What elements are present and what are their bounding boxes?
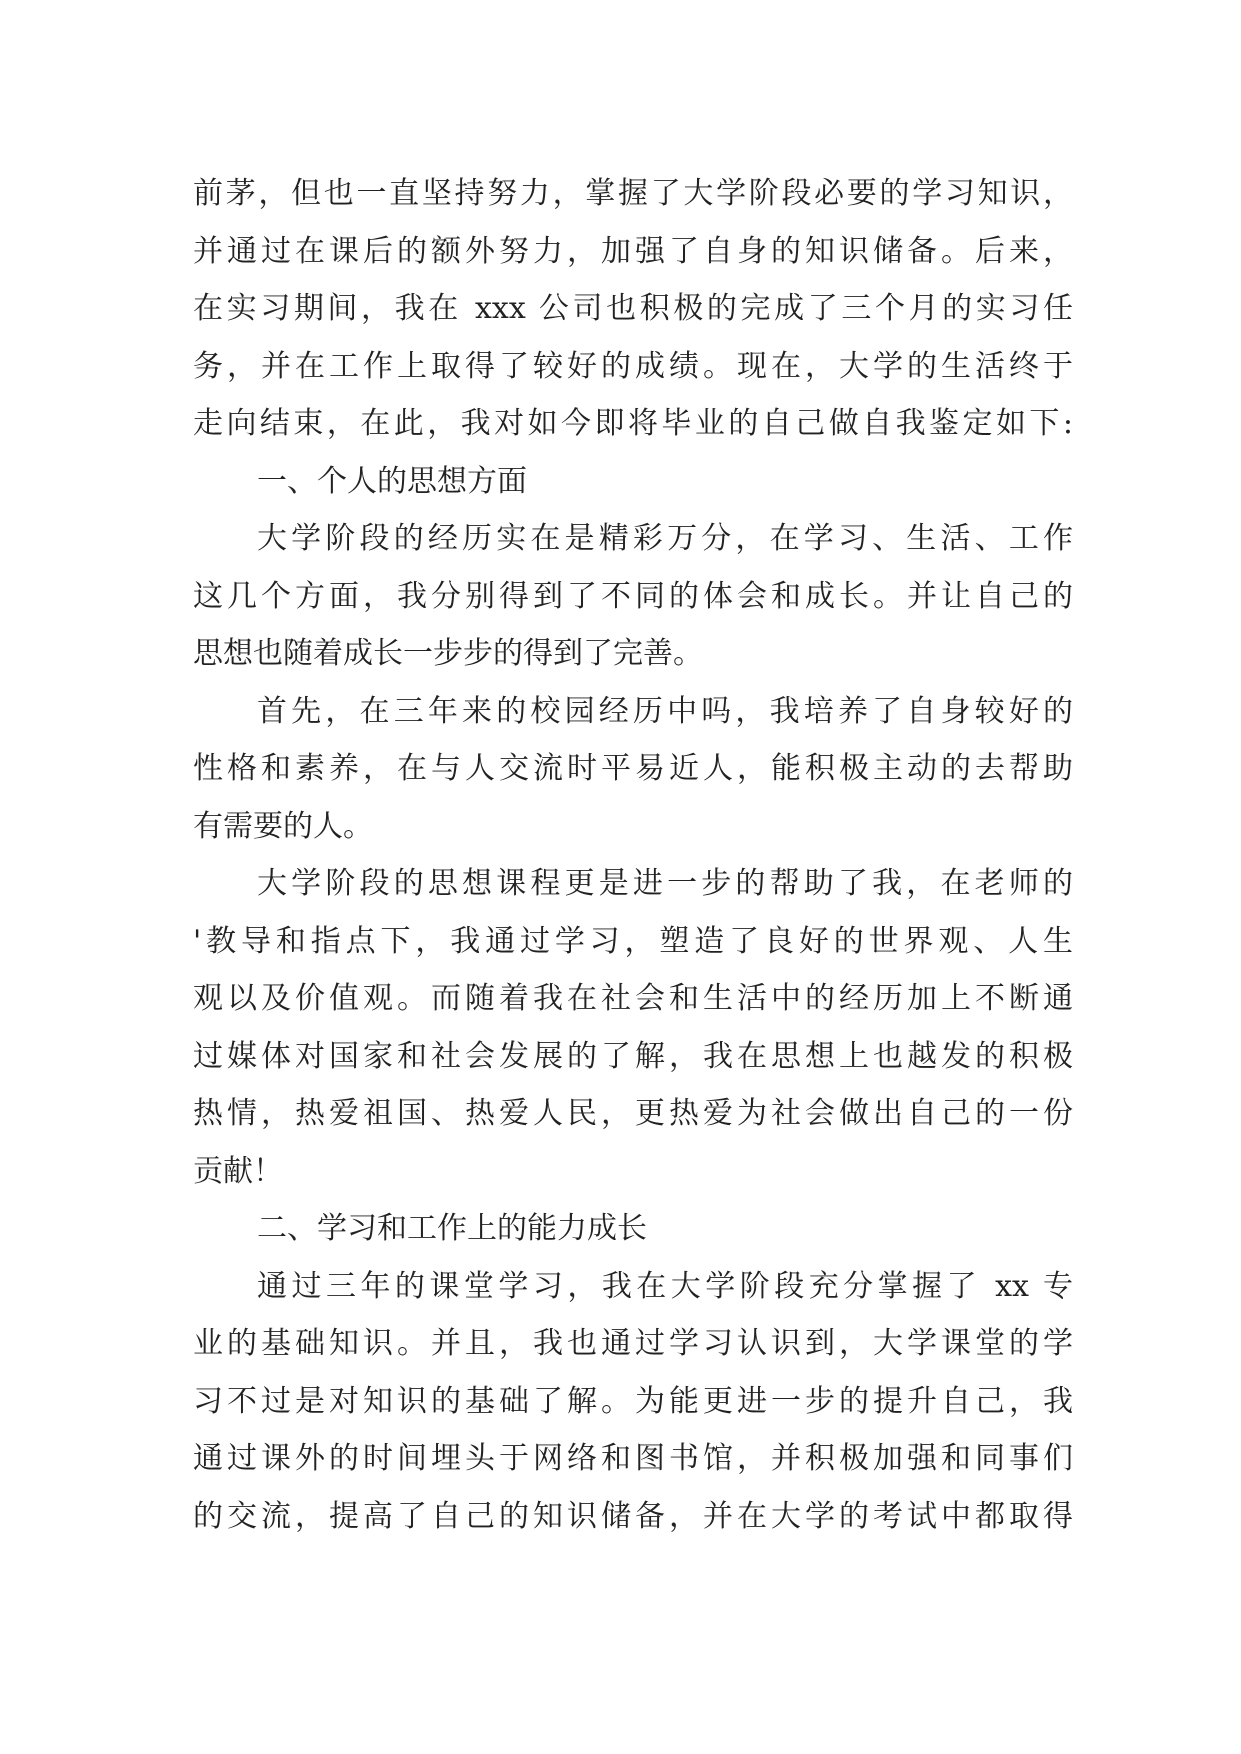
text-line: 首先，在三年来的校园经历中吗，我培养了自身较好的 [257, 693, 1073, 729]
text-line: 思想也随着成长一步步的得到了完善。 [193, 636, 703, 671]
text-line: 过媒体对国家和社会发展的了解，我在思想上也越发的积极 [193, 1038, 1073, 1074]
text-line: 习不过是对知识的基础了解。为能更进一步的提升自己，我 [193, 1383, 1073, 1419]
text-line: 这几个方面，我分别得到了不同的体会和成长。并让自己的 [193, 578, 1073, 614]
text-line: 大学阶段的思想课程更是进一步的帮助了我，在老师的 [257, 866, 1073, 901]
text-line: 大学阶段的经历实在是精彩万分，在学习、生活、工作 [257, 521, 1073, 556]
text-line: 走向结束，在此，我对如今即将毕业的自己做自我鉴定如下: [193, 406, 1073, 441]
text-line: 通过三年的课堂学习，我在大学阶段充分掌握了 xx 专 [257, 1268, 1073, 1304]
section-heading-ideology: 一、个人的思想方面 [257, 463, 527, 499]
section-heading-ability: 二、学习和工作上的能力成长 [257, 1211, 647, 1246]
text-line: 业的基础知识。并且，我也通过学习认识到，大学课堂的学 [193, 1326, 1073, 1361]
text-line: 的交流，提高了自己的知识储备，并在大学的考试中都取得 [193, 1498, 1073, 1534]
text-line: 贡献！ [193, 1153, 283, 1189]
body-text [193, 165, 1073, 1545]
text-line: 性格和素养，在与人交流时平易近人，能积极主动的去帮助 [193, 751, 1073, 786]
text-line: 观以及价值观。而随着我在社会和生活中的经历加上不断通 [193, 981, 1073, 1016]
text-line: 并通过在课后的额外努力，加强了自身的知识储备。后来， [193, 233, 1073, 269]
text-line: 有需要的人。 [193, 808, 373, 844]
text-line: 热情，热爱祖国、热爱人民，更热爱为社会做出自己的一份 [193, 1096, 1073, 1131]
text-line: '教导和指点下，我通过学习，塑造了良好的世界观、人生 [193, 923, 1073, 959]
text-line: 通过课外的时间埋头于网络和图书馆，并积极加强和同事们 [193, 1441, 1073, 1476]
text-line: 前茅，但也一直坚持努力，掌握了大学阶段必要的学习知识， [193, 176, 1073, 211]
text-line: 在实习期间，我在 xxx 公司也积极的完成了三个月的实习任 [193, 291, 1073, 326]
text-line: 务，并在工作上取得了较好的成绩。现在，大学的生活终于 [193, 348, 1073, 384]
